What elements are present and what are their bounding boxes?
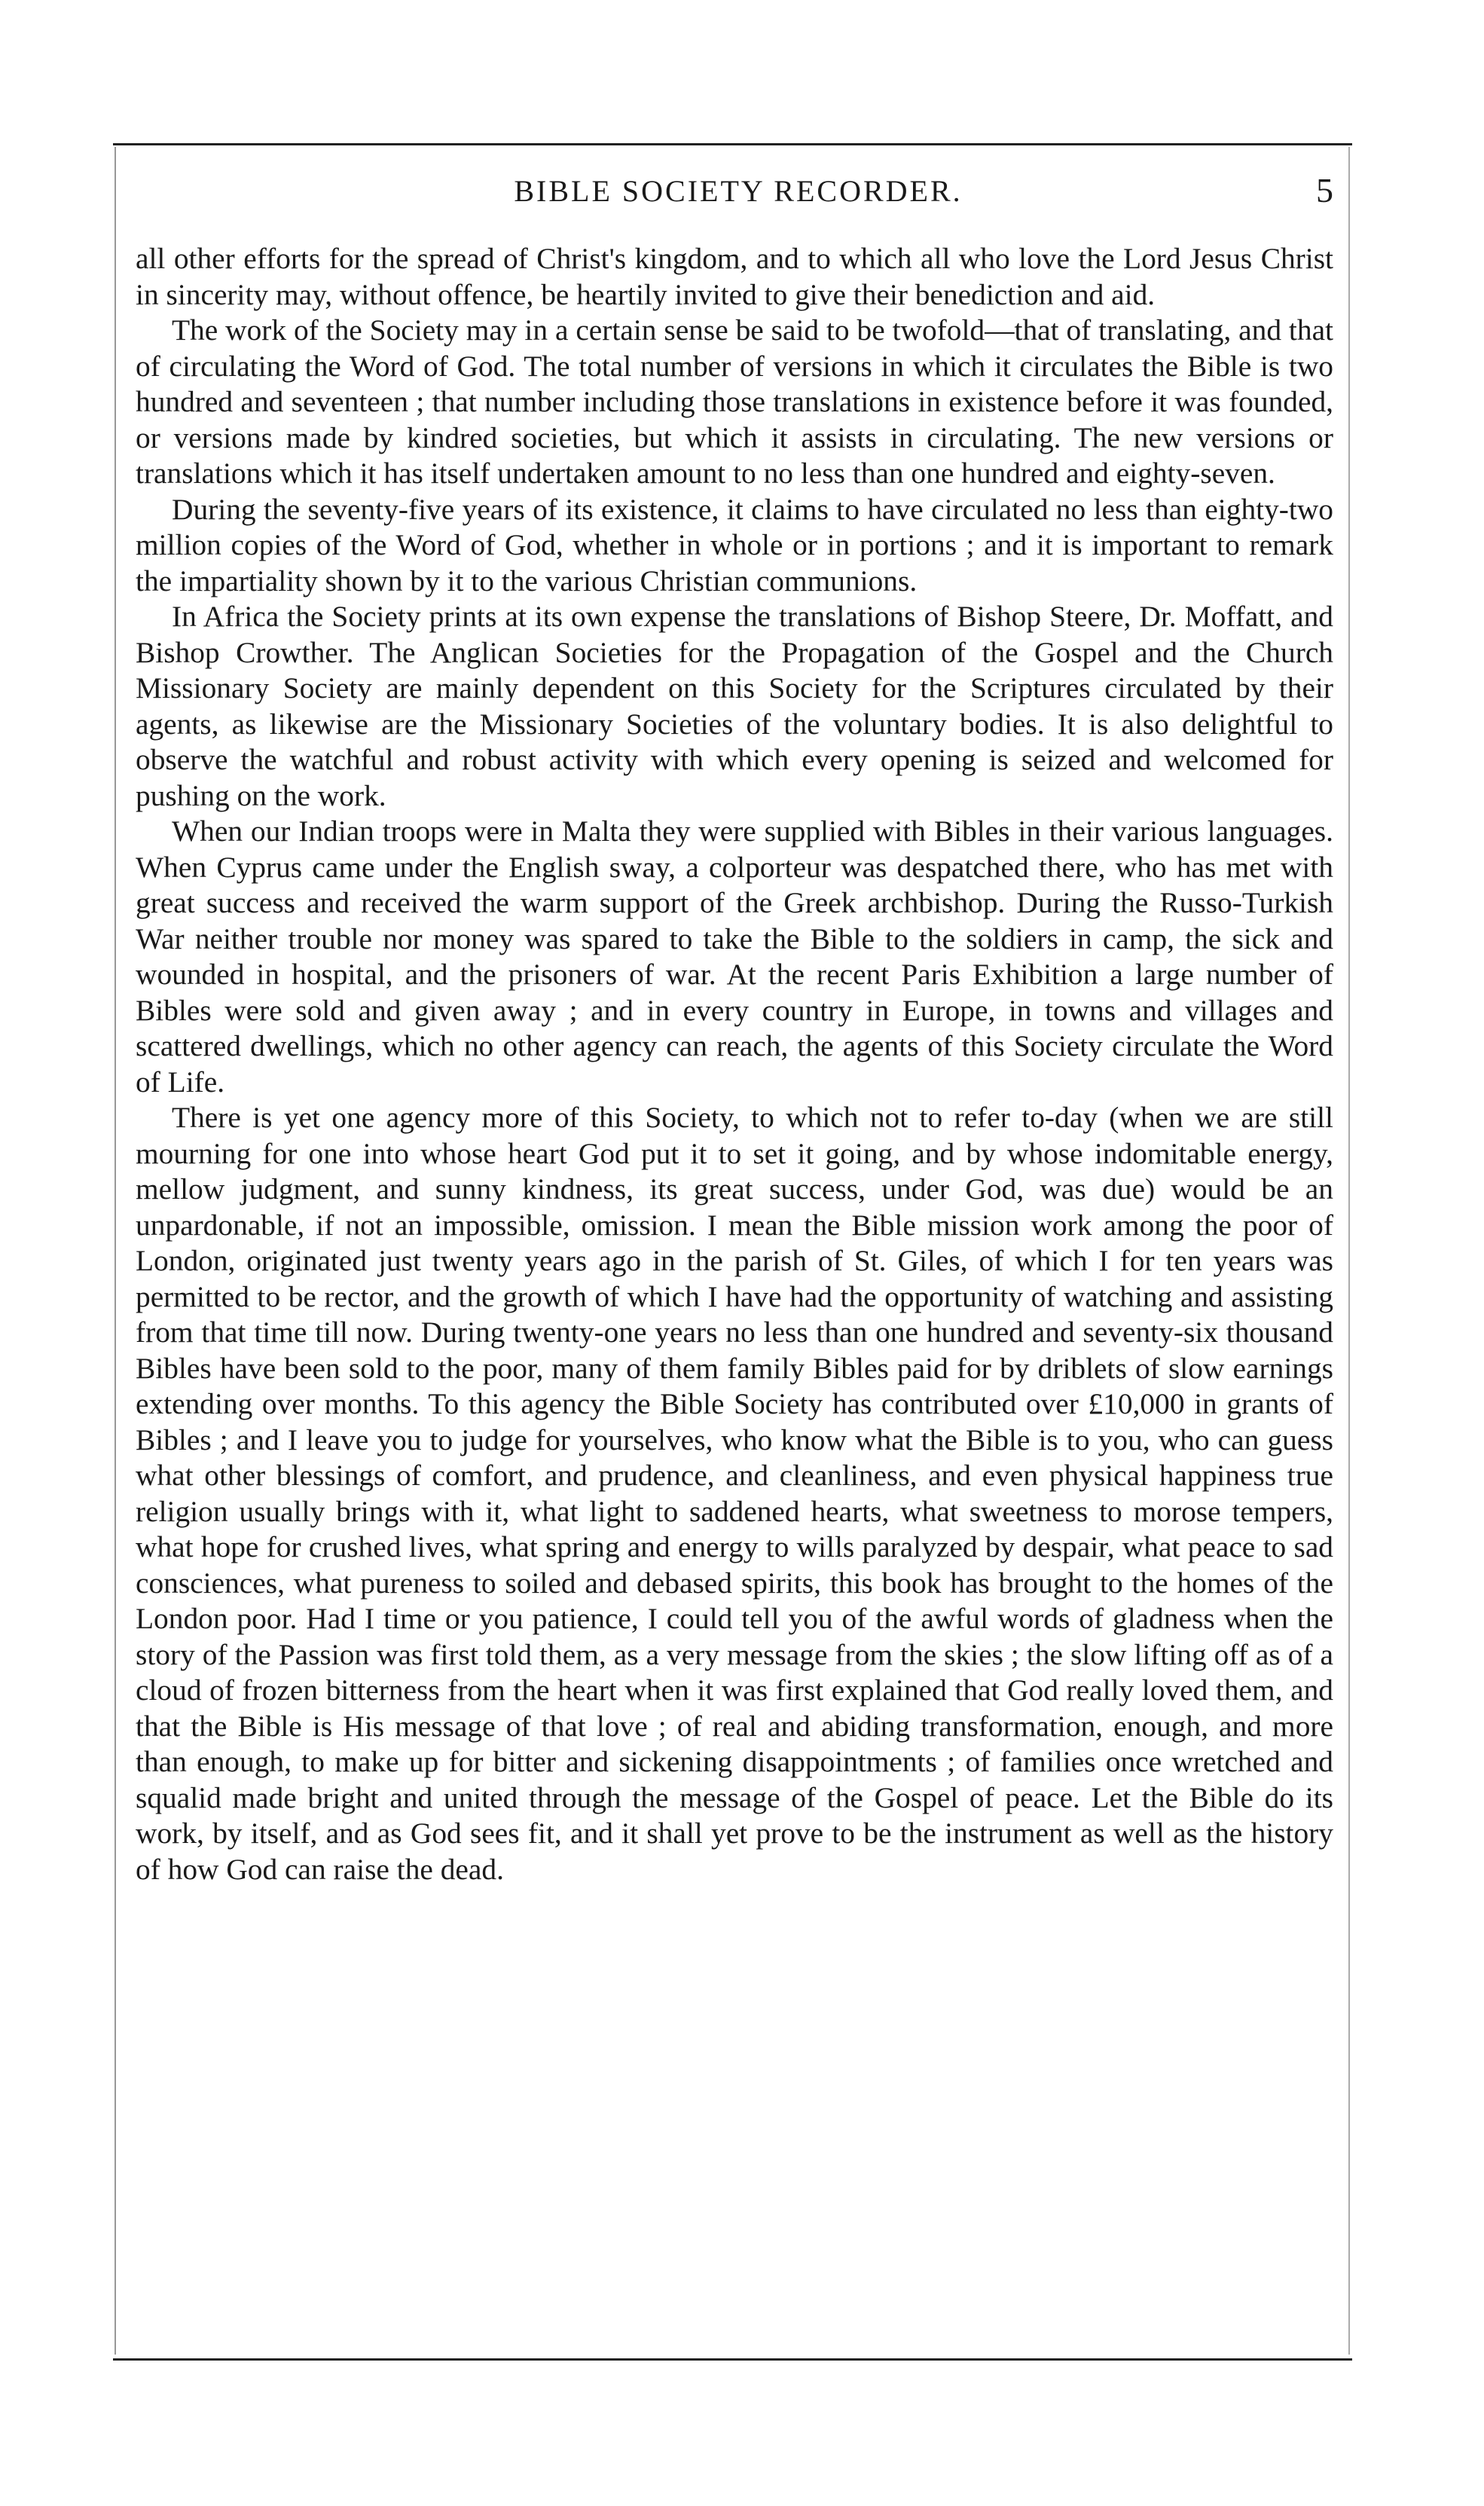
paragraph: all other efforts for the spread of Christ's kingdom, and to which all who love the Lord Jesus Christ in sincerity may, without offence, be heartily invited to give their benediction and aid.: [136, 242, 1333, 311]
article-body: [136, 241, 1333, 1887]
paragraph: In Africa the Society prints at its own expense the translations of Bishop Steere, Dr. Moffatt, and Bishop Crowther. The Anglican Societies for the Propagation of the Gospel and the Church Missionary Society are mainly dependent on this Society for the Scriptures circulated by their agents, as likewise are the Missionary Societies of the voluntary bodies. It is also delightful to observe the watchful and robust activity with which every opening is seized and welcomed for pushing on the work.: [136, 600, 1333, 812]
right-margin-line: [1348, 147, 1350, 2355]
paragraph: There is yet one agency more of this Society, to which not to refer to-day (when we are still mourning for one into whose heart God put it to set it going, and by whose indomitable energy, mellow judgment, and sunny kindness, its great success, under God, was due) would be an unpardonable, if not an impossible, omission. I mean the Bible mission work among the poor of London, originated just twenty years ago in the parish of St. Giles, of which I for ten years was permitted to be rector, and the growth of which I have had the opportunity of watching and assisting from that time till now. During twenty-one years no less than one hundred and seventy-six thousand Bibles have been sold to the poor, many of them family Bibles paid for by driblets of slow earnings extending over months. To this agency the Bible Society has contributed over £10,000 in grants of Bibles ; and I leave you to judge for yourselves, who know what the Bible is to you, who can guess what other blessings of comfort, and prudence, and cleanliness, and even physical happiness true religion usually brings with it, what light to saddened hearts, what sweetness to morose tempers, what hope for crushed lives, what spring and energy to wills paralyzed by despair, what peace to sad consciences, what pureness to soiled and debased spirits, this book has brought to the homes of the London poor. Had I time or you patience, I could tell you of the awful words of gladness when the story of the Passion was first told them, as a very message from the skies ; the slow lifting off as of a cloud of frozen bitterness from the heart when it was first explained that God really loved them, and that the Bible is His message of that love ; of real and abiding transformation, enough, and more than enough, to make up for bitter and sickening disappointments ; of families once wretched and squalid made bright and united through the message of the Gospel of peace. Let the Bible do its work, by itself, and as God sees fit, and it shall yet prove to be the instrument as well as the history of how God can raise the dead.: [136, 1101, 1333, 1886]
page-number: 5: [1316, 171, 1333, 209]
header-rule: [113, 143, 1352, 145]
page-header: [136, 166, 1341, 211]
footer-rule: [113, 2358, 1352, 2361]
paragraph: The work of the Society may in a certain sense be said to be twofold—that of translating, and that of circulating the Word of God. The total number of versions in which it circulates the Bible is two hundred and seventeen ; that number including those translations in existence before it was founded, or versions made by kindred societies, but which it assists in circulating. The new versions or translations which it has itself undertaken amount to no less than one hundred and eighty-seven.: [136, 313, 1333, 490]
paragraph: When our Indian troops were in Malta they were supplied with Bibles in their various languages. When Cyprus came under the English sway, a colporteur was despatched there, who has met with great success and received the warm support of the Greek archbishop. During the Russo-Turkish War neither trouble nor money was spared to take the Bible to the soldiers in camp, the sick and wounded in hospital, and the prisoners of war. At the recent Paris Exhibition a large number of Bibles were sold and given away ; and in every country in Europe, in towns and villages and scattered dwellings, which no other agency can reach, the agents of this Society circulate the Word of Life.: [136, 814, 1333, 1099]
left-margin-line: [115, 147, 116, 2355]
paragraph: During the seventy-five years of its existence, it claims to have circulated no less than eighty-two million copies of the Word of God, whether in whole or in portions ; and it is important to remark the impartiality shown by it to the various Christian communions.: [136, 492, 1333, 597]
running-title: BIBLE SOCIETY RECORDER.: [514, 174, 963, 208]
